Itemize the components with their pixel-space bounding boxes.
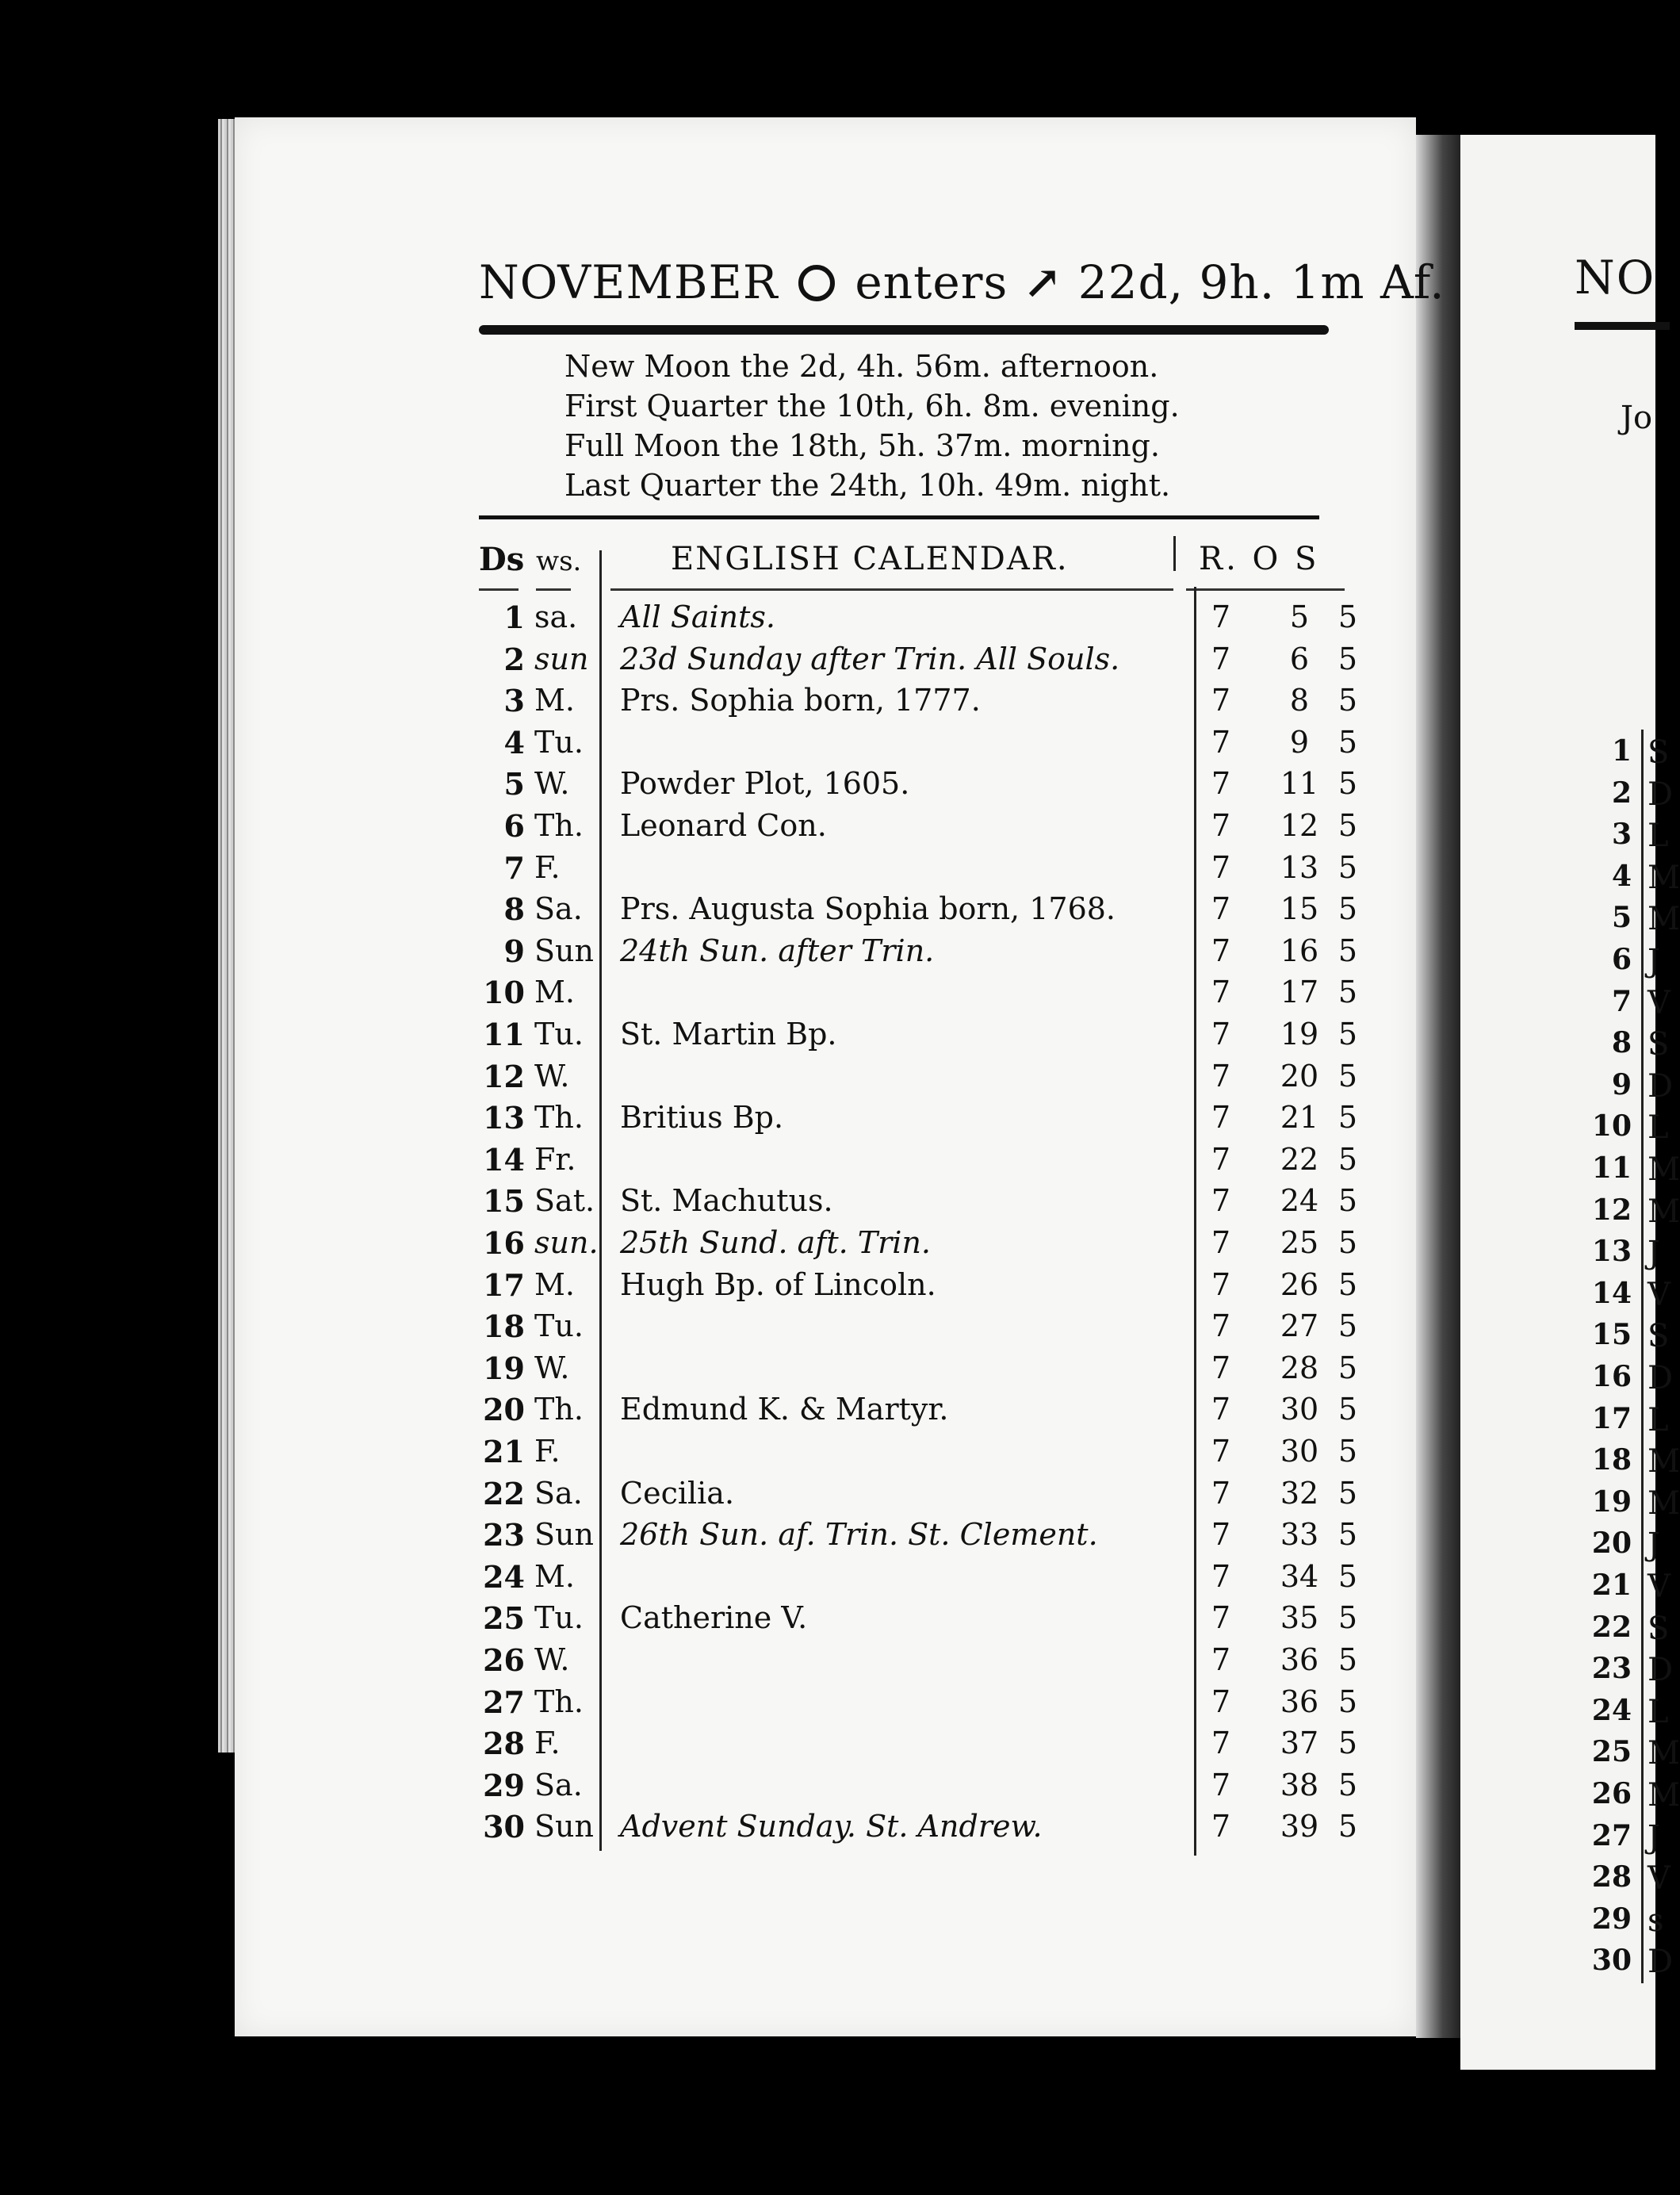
event: Prs. Sophia born, 1777. [620,683,981,718]
day-number: 12 [483,1058,525,1094]
right-page-letter: M [1647,1151,1680,1188]
right-page-divider [1641,1898,1644,1942]
right-page-letter: M [1647,859,1680,896]
sunset-hour: 5 [1337,1726,1358,1761]
weekday: Tu. [534,724,584,760]
header-weekdays-rule [536,588,571,591]
moon-phase-full: Full Moon the 18th, 5h. 37m. morning. [564,428,1160,463]
sunrise-hour: 7 [1211,600,1231,634]
weekday: Tu. [534,1308,584,1344]
weekday: sa. [534,600,578,634]
day-number: 2 [503,641,525,677]
sunrise-hour: 7 [1211,1266,1231,1302]
sunrise-minute: 38 [1280,1767,1319,1802]
day-number: 28 [483,1726,525,1762]
day-number: 16 [483,1225,525,1261]
sunset-hour: 5 [1337,1350,1358,1385]
right-page-letter: S [1647,1610,1670,1647]
sunset-hour: 5 [1337,1642,1358,1677]
sunset-hour: 5 [1337,1600,1358,1636]
right-page-letter: V [1647,1276,1670,1313]
calendar-row [0,808,1655,852]
day-number: 24 [483,1558,525,1595]
day-number: 23 [483,1517,525,1553]
right-page-letter: L [1647,1109,1669,1147]
day-number: 19 [483,1350,525,1386]
calendar-row [0,766,1655,807]
sunrise-hour: 7 [1211,808,1231,843]
calendar-row [0,1684,1655,1726]
event: 24th Sun. after Trin. [620,933,935,968]
sunrise-minute: 22 [1280,1141,1319,1177]
sunset-hour: 5 [1337,808,1358,843]
right-page-day: 28 [1591,1860,1632,1894]
calendar-row [0,1517,1655,1561]
weekday: Tu. [534,1017,584,1052]
right-page-day: 26 [1591,1777,1632,1810]
sunrise-minute: 16 [1280,933,1319,968]
day-number: 13 [483,1100,525,1136]
event: Catherine V. [620,1600,808,1636]
sunrise-hour: 7 [1211,849,1231,885]
sunrise-hour: 7 [1211,933,1231,968]
weekday: Sat. [534,1183,595,1219]
right-page-letter: M [1647,1443,1680,1481]
right-page-letter: S [1647,1026,1670,1063]
sunrise-hour: 7 [1211,891,1231,927]
right-page-day: 8 [1611,1026,1632,1060]
weekday: W. [534,1058,570,1094]
right-page-day: 19 [1591,1484,1632,1519]
right-page-letter: s [1647,1902,1664,1939]
sunrise-minute: 21 [1280,1100,1319,1136]
sunrise-hour: 7 [1211,1558,1231,1594]
sunrise-minute: 12 [1280,808,1319,843]
sunrise-minute: 30 [1280,1434,1319,1469]
weekday: M. [534,683,575,718]
sunrise-minute: 20 [1280,1058,1319,1094]
weekday: Th. [534,1684,584,1719]
sunset-hour: 5 [1337,849,1358,885]
weekday: Th. [534,1100,584,1136]
day-number: 6 [503,808,525,844]
day-number: 1 [503,600,525,635]
event: 26th Sun. af. Trin. St. Clement. [620,1517,1098,1553]
right-page-day: 22 [1591,1610,1632,1644]
day-number: 15 [483,1183,525,1220]
weekday: W. [534,1642,570,1677]
day-number: 27 [483,1684,525,1720]
weekday: Th. [534,808,584,843]
header-sunrise-rule [1186,588,1345,591]
sunrise-minute: 36 [1280,1684,1319,1719]
sunrise-minute: 15 [1280,891,1319,927]
sunset-hour: 5 [1337,1558,1358,1594]
right-page-day: 18 [1591,1443,1632,1477]
right-page-day: 2 [1611,776,1632,810]
weekday: F. [534,1726,561,1761]
weekday: Sa. [534,1767,583,1802]
sunrise-hour: 7 [1211,1809,1231,1844]
event: Britius Bp. [620,1100,784,1136]
page-title [479,255,1445,309]
calendar-row [0,850,1655,891]
calendar-row [0,1017,1655,1058]
event: St. Machutus. [620,1183,833,1219]
sunrise-hour: 7 [1211,1017,1231,1052]
weekday: Tu. [534,1600,584,1636]
right-page-day: 17 [1591,1401,1632,1435]
weekday: Sa. [534,1475,583,1511]
sunset-hour: 5 [1337,975,1358,1010]
right-page-letter: D [1647,1067,1674,1105]
sagittarius-icon: ↗ [1023,255,1063,309]
day-number: 8 [503,891,525,928]
header-calendar-rule [610,588,1173,591]
event: Prs. Augusta Sophia born, 1768. [620,891,1116,927]
event: 25th Sund. aft. Trin. [620,1225,932,1260]
right-page-letter: L [1647,1401,1669,1438]
sunset-hour: 5 [1337,891,1358,927]
calendar-row [0,1768,1655,1809]
right-page-letter: D [1647,776,1674,813]
calendar-row [0,1100,1655,1141]
title-month: NOVEMBER [479,255,779,309]
calendar-row [0,683,1655,724]
right-page-letter: M [1647,1777,1680,1814]
sunset-hour: 5 [1337,683,1358,718]
right-page-letter: M [1647,901,1680,938]
sunrise-hour: 7 [1211,1141,1231,1177]
weekday: M. [534,1266,575,1302]
sunrise-hour: 7 [1211,1767,1231,1802]
right-page-title: NO [1575,251,1656,305]
right-page-letter: S [1647,734,1670,771]
sunset-hour: 5 [1337,1141,1358,1177]
sunrise-hour: 7 [1211,1517,1231,1553]
sunrise-hour: 7 [1211,683,1231,718]
right-page-divider [1641,1856,1644,1900]
weekday: Th. [534,1392,584,1427]
event: St. Martin Bp. [620,1017,837,1052]
right-page: NO Jo 1 S 2 D 3 L 4 M 5 M 6 J 7 V 8 S 9 D 10 L 11 M 12 M 13 J 14 V 15 S 16 D 17 L 18 M 19 M 20 J 21 V 22 S 23 D 24 L 25 M 26 M 27 J 28 V 29 s 30 D [1460,135,1655,2070]
sunrise-minute: 27 [1280,1308,1319,1344]
weekday: W. [534,766,570,802]
sunrise-hour: 7 [1211,724,1231,760]
sunset-hour: 5 [1337,724,1358,760]
calendar-row [0,1726,1655,1767]
weekday: F. [534,849,561,885]
calendar-row [0,600,1655,641]
right-page-letter: M [1647,1735,1680,1772]
sunrise-minute: 11 [1280,766,1319,802]
right-page-day: 27 [1591,1818,1632,1852]
sunrise-hour: 7 [1211,1225,1231,1260]
right-page-day: 4 [1611,859,1632,893]
right-page-day: 1 [1611,734,1632,768]
right-page-letter: V [1647,984,1670,1021]
sunset-hour: 5 [1337,1183,1358,1219]
right-page-day: 14 [1591,1276,1632,1310]
day-number: 14 [483,1141,525,1178]
sunrise-hour: 7 [1211,641,1231,676]
weekday: F. [534,1434,561,1469]
calendar-row [0,1183,1655,1224]
sunrise-hour: 7 [1211,975,1231,1010]
calendar-row [0,1476,1655,1517]
sun-icon [798,265,835,301]
sunset-hour: 5 [1337,1517,1358,1553]
sunrise-minute: 36 [1280,1642,1319,1677]
header-weekdays: ws. [536,546,582,577]
calendar-row [0,1642,1655,1684]
sunrise-hour: 7 [1211,1434,1231,1469]
title-rule [479,325,1329,335]
calendar-row [0,1434,1655,1475]
right-page-letter: J [1647,1235,1661,1272]
sunrise-minute: 28 [1280,1350,1319,1385]
right-page-letter: D [1647,1360,1674,1396]
sunset-hour: 5 [1337,1809,1358,1844]
right-page-day: 15 [1591,1318,1632,1352]
calendar-row [0,1350,1655,1392]
sunrise-hour: 7 [1211,1642,1231,1677]
moon-phase-first-quarter: First Quarter the 10th, 6h. 8m. evening. [564,389,1180,423]
right-page-day: 21 [1591,1569,1632,1602]
sunset-hour: 5 [1337,641,1358,676]
sunrise-minute: 32 [1280,1475,1319,1511]
moon-phase-last-quarter: Last Quarter the 24th, 10h. 49m. night. [564,468,1171,503]
section-rule [479,515,1319,519]
sunrise-hour: 7 [1211,1350,1231,1385]
event: Cecilia. [620,1475,735,1511]
day-number: 4 [503,724,525,760]
sunset-hour: 5 [1337,1392,1358,1427]
right-page-divider [1641,1939,1644,1983]
calendar-row [0,642,1655,683]
calendar-row [0,725,1655,766]
sunrise-hour: 7 [1211,1475,1231,1511]
calendar-row [0,933,1655,975]
right-page-day: 12 [1591,1193,1632,1227]
day-number: 30 [483,1809,525,1845]
day-number: 10 [483,975,525,1011]
event: 23d Sunday after Trin. All Souls. [620,641,1120,676]
sunset-hour: 5 [1337,600,1358,634]
weekday: M. [534,975,575,1010]
sunrise-minute: 25 [1280,1225,1319,1260]
day-number: 25 [483,1600,525,1637]
calendar-row [0,1059,1655,1100]
right-page-day: 6 [1611,943,1632,976]
weekday: M. [534,1558,575,1594]
calendar-row [0,975,1655,1016]
right-page-letter: L [1647,1693,1669,1730]
day-number: 26 [483,1642,525,1678]
sunrise-minute: 9 [1289,724,1310,760]
weekday: Fr. [534,1141,576,1177]
right-page-day: 25 [1591,1735,1632,1769]
calendar-row [0,1559,1655,1600]
calendar-row [0,1142,1655,1183]
sunrise-minute: 6 [1289,641,1310,676]
sunset-hour: 5 [1337,1266,1358,1302]
sunset-hour: 5 [1337,1308,1358,1344]
day-number: 20 [483,1392,525,1428]
right-page-day: 10 [1591,1109,1632,1143]
weekday: Sun [534,1517,594,1553]
day-number: 11 [483,1017,525,1052]
sunset-hour: 5 [1337,1017,1358,1052]
event: Advent Sunday. St. Andrew. [620,1809,1043,1844]
weekday: Sun [534,933,594,968]
sunrise-hour: 7 [1211,1183,1231,1219]
right-page-letter: V [1647,1569,1670,1605]
sunset-hour: 5 [1337,1100,1358,1136]
sunrise-hour: 7 [1211,766,1231,802]
column-divider-header [1173,536,1176,571]
event: Leonard Con. [620,808,827,843]
calendar-row [0,1809,1655,1850]
day-number: 7 [503,849,525,886]
sunrise-hour: 7 [1211,1600,1231,1636]
calendar-row [0,891,1655,933]
right-page-rule [1575,322,1670,330]
header-calendar: ENGLISH CALENDAR. [671,541,1069,577]
header-days-rule [479,588,519,591]
weekday: Sun [534,1809,594,1844]
calendar-row [0,1225,1655,1269]
right-page-letter: L [1647,818,1669,855]
title-date: 22d, 9h. 1m Af. [1077,255,1445,309]
right-page-day: 13 [1591,1235,1632,1269]
sunrise-minute: 30 [1280,1392,1319,1427]
event: All Saints. [620,600,775,634]
weekday: sun. [534,1225,599,1260]
sunrise-minute: 19 [1280,1017,1319,1052]
sunrise-hour: 7 [1211,1726,1231,1761]
calendar-row [0,1267,1655,1308]
sunrise-hour: 7 [1211,1392,1231,1427]
day-number: 18 [483,1308,525,1345]
right-page-day: 23 [1591,1652,1632,1686]
sunrise-minute: 13 [1280,849,1319,885]
day-number: 9 [503,933,525,969]
sunset-hour: 5 [1337,1434,1358,1469]
sunrise-minute: 35 [1280,1600,1319,1636]
sunrise-minute: 34 [1280,1558,1319,1594]
moon-phase-new: New Moon the 2d, 4h. 56m. afternoon. [564,349,1159,384]
right-page-letter: V [1647,1860,1670,1898]
sunrise-minute: 26 [1280,1266,1319,1302]
day-number: 21 [483,1434,525,1469]
sunrise-minute: 5 [1289,600,1310,634]
right-page-letter: J [1647,1818,1661,1856]
title-enters: enters [855,255,1008,309]
sunrise-minute: 24 [1280,1183,1319,1219]
right-page-day: 24 [1591,1693,1632,1727]
sunrise-hour: 7 [1211,1100,1231,1136]
weekday: W. [534,1350,570,1385]
right-page-letter: J [1647,1527,1661,1564]
calendar-row [0,1392,1655,1433]
sunrise-minute: 39 [1280,1809,1319,1844]
day-number: 3 [503,683,525,719]
right-page-letter: M [1647,1484,1680,1522]
sunset-hour: 5 [1337,1475,1358,1511]
sunset-hour: 5 [1337,1767,1358,1802]
header-days: Ds [479,541,525,578]
right-page-day: 7 [1611,984,1632,1018]
day-number: 17 [483,1266,525,1303]
sunset-hour: 5 [1337,1684,1358,1719]
day-number: 5 [503,766,525,803]
day-number: 22 [483,1475,525,1511]
right-page-day: 16 [1591,1360,1632,1393]
sunrise-minute: 33 [1280,1517,1319,1553]
sunrise-minute: 17 [1280,975,1319,1010]
right-page-day: 29 [1591,1902,1632,1936]
right-page-day: 20 [1591,1527,1632,1561]
sunset-hour: 5 [1337,1058,1358,1094]
header-sunrise: R. O S [1199,541,1320,577]
sunset-hour: 5 [1337,1225,1358,1260]
right-page-day: 5 [1611,901,1632,935]
right-page-letter: M [1647,1193,1680,1230]
sunrise-hour: 7 [1211,1308,1231,1344]
weekday: sun [534,641,589,676]
right-page-day: 11 [1591,1151,1632,1185]
sunrise-hour: 7 [1211,1684,1231,1719]
event: Powder Plot, 1605. [620,766,910,802]
weekday: Sa. [534,891,583,927]
sunrise-hour: 7 [1211,1058,1231,1094]
sunrise-minute: 8 [1289,683,1310,718]
right-page-day: 9 [1611,1067,1632,1101]
right-page-letter: D [1647,1944,1674,1981]
event: Edmund K. & Martyr. [620,1392,949,1427]
right-page-letter: J [1647,943,1661,979]
calendar-row [0,1600,1655,1641]
right-page-letter: S [1647,1318,1670,1355]
event: Hugh Bp. of Lincoln. [620,1266,936,1302]
sunrise-minute: 37 [1280,1726,1319,1761]
right-page-letter: D [1647,1652,1674,1689]
right-page-day: 30 [1591,1944,1632,1978]
day-number: 29 [483,1767,525,1803]
right-page-day: 3 [1611,818,1632,852]
sunset-hour: 5 [1337,933,1358,968]
calendar-row [0,1308,1655,1350]
sunset-hour: 5 [1337,766,1358,802]
